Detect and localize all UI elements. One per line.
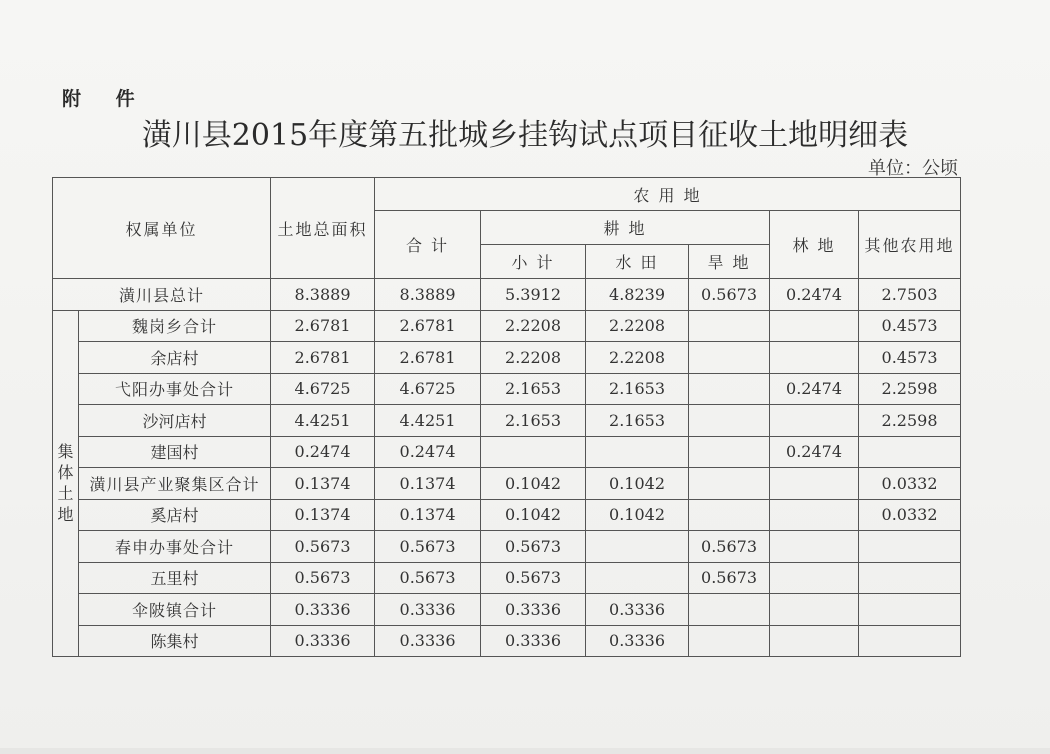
cell-dry: 0.5673: [689, 279, 770, 311]
cell-subtotal-all: 8.3889: [375, 279, 481, 311]
cell-forest: [770, 405, 859, 437]
scan-edge: [0, 748, 1050, 754]
header-cultivated: 耕 地: [481, 211, 770, 245]
cell-cult-subtotal: 2.2208: [481, 310, 586, 342]
cell-other: [859, 594, 961, 626]
row-name: 建国村: [79, 436, 271, 468]
cell-cult-subtotal: [481, 436, 586, 468]
cell-other: 2.2598: [859, 405, 961, 437]
unit-label: 单位：公顷: [868, 158, 958, 179]
cell-paddy: [586, 562, 689, 594]
table-row: [53, 310, 961, 342]
cell-paddy: 0.1042: [586, 499, 689, 531]
cell-dry: [689, 436, 770, 468]
land-detail-table: [52, 177, 961, 657]
cell-paddy: [586, 531, 689, 563]
header-forest: 林 地: [770, 211, 859, 279]
document-title: 潢川县2015年度第五批城乡挂钩试点项目征收土地明细表: [141, 118, 909, 153]
cell-other: [859, 531, 961, 563]
cell-cult-subtotal: 2.1653: [481, 373, 586, 405]
cell-total-area: 0.5673: [271, 562, 375, 594]
cell-other: 0.0332: [859, 468, 961, 500]
cell-cult-subtotal: 0.3336: [481, 594, 586, 626]
cell-paddy: 2.2208: [586, 342, 689, 374]
cell-other: 2.2598: [859, 373, 961, 405]
cell-total-area: 2.6781: [271, 342, 375, 374]
cell-other: 0.4573: [859, 342, 961, 374]
cell-forest: 0.2474: [770, 373, 859, 405]
table-row: [53, 405, 961, 437]
header-other: 其他农用地: [859, 211, 961, 279]
table-row-total: [53, 279, 961, 311]
row-name: 春申办事处合计: [79, 531, 271, 563]
header-subtotal-all: 合 计: [375, 211, 481, 279]
header-dry: 旱 地: [689, 245, 770, 279]
cell-subtotal-all: 0.5673: [375, 531, 481, 563]
cell-total-area: 0.3336: [271, 594, 375, 626]
table-row: [53, 468, 961, 500]
collective-land-label: [53, 310, 79, 657]
cell-subtotal-all: 0.3336: [375, 594, 481, 626]
cell-dry: [689, 405, 770, 437]
table-row: [53, 594, 961, 626]
cell-forest: [770, 594, 859, 626]
cell-subtotal-all: 2.6781: [375, 342, 481, 374]
cell-other: [859, 562, 961, 594]
cell-cult-subtotal: 0.5673: [481, 531, 586, 563]
cell-paddy: 0.3336: [586, 594, 689, 626]
cell-dry: 0.5673: [689, 531, 770, 563]
cell-paddy: [586, 436, 689, 468]
cell-dry: [689, 342, 770, 374]
cell-total-area: 4.4251: [271, 405, 375, 437]
collective-land-char: 地: [57, 505, 74, 525]
cell-cult-subtotal: 0.1042: [481, 499, 586, 531]
cell-cult-subtotal: 2.2208: [481, 342, 586, 374]
cell-subtotal-all: 0.2474: [375, 436, 481, 468]
header-total-area: 土地总面积: [271, 178, 375, 279]
cell-forest: 0.2474: [770, 279, 859, 311]
cell-dry: [689, 310, 770, 342]
table-row: [53, 499, 961, 531]
row-name: 陈集村: [79, 625, 271, 657]
cell-subtotal-all: 0.5673: [375, 562, 481, 594]
cell-forest: [770, 531, 859, 563]
cell-paddy: 4.8239: [586, 279, 689, 311]
cell-dry: [689, 625, 770, 657]
row-name: 伞陂镇合计: [79, 594, 271, 626]
row-name: 余店村: [79, 342, 271, 374]
cell-total-area: 0.2474: [271, 436, 375, 468]
header-paddy: 水 田: [586, 245, 689, 279]
cell-forest: 0.2474: [770, 436, 859, 468]
header-farmland: 农 用 地: [375, 178, 961, 211]
cell-other: 0.4573: [859, 310, 961, 342]
table-row: [53, 531, 961, 563]
row-name: 奚店村: [79, 499, 271, 531]
cell-cult-subtotal: 0.5673: [481, 562, 586, 594]
cell-paddy: 2.2208: [586, 310, 689, 342]
cell-cult-subtotal: 0.1042: [481, 468, 586, 500]
cell-dry: [689, 594, 770, 626]
cell-paddy: 2.1653: [586, 405, 689, 437]
cell-subtotal-all: 0.1374: [375, 468, 481, 500]
row-name: 弋阳办事处合计: [79, 373, 271, 405]
cell-subtotal-all: 4.4251: [375, 405, 481, 437]
row-name: 潢川县总计: [53, 279, 271, 311]
cell-paddy: 0.3336: [586, 625, 689, 657]
cell-cult-subtotal: 2.1653: [481, 405, 586, 437]
cell-dry: [689, 468, 770, 500]
cell-other: 0.0332: [859, 499, 961, 531]
row-name: 潢川县产业聚集区合计: [79, 468, 271, 500]
table-row: [53, 625, 961, 657]
cell-other: [859, 436, 961, 468]
cell-dry: [689, 373, 770, 405]
header-owner: 权属单位: [53, 178, 271, 279]
cell-forest: [770, 342, 859, 374]
attachment-label: 附 件: [62, 88, 149, 110]
collective-land-char: 土: [57, 484, 74, 504]
cell-total-area: 0.5673: [271, 531, 375, 563]
table-row: [53, 562, 961, 594]
cell-forest: [770, 468, 859, 500]
cell-subtotal-all: 2.6781: [375, 310, 481, 342]
table-row: [53, 342, 961, 374]
cell-total-area: 0.1374: [271, 499, 375, 531]
header-cult-subtotal: 小 计: [481, 245, 586, 279]
cell-other: 2.7503: [859, 279, 961, 311]
cell-total-area: 8.3889: [271, 279, 375, 311]
cell-paddy: 0.1042: [586, 468, 689, 500]
cell-subtotal-all: 4.6725: [375, 373, 481, 405]
cell-dry: [689, 499, 770, 531]
collective-land-char: 集: [57, 442, 74, 462]
cell-paddy: 2.1653: [586, 373, 689, 405]
cell-total-area: 0.1374: [271, 468, 375, 500]
cell-cult-subtotal: 5.3912: [481, 279, 586, 311]
cell-dry: 0.5673: [689, 562, 770, 594]
cell-subtotal-all: 0.3336: [375, 625, 481, 657]
cell-forest: [770, 499, 859, 531]
table-row: [53, 373, 961, 405]
cell-other: [859, 625, 961, 657]
cell-subtotal-all: 0.1374: [375, 499, 481, 531]
collective-land-char: 体: [57, 463, 74, 483]
cell-total-area: 2.6781: [271, 310, 375, 342]
table-row: [53, 436, 961, 468]
cell-total-area: 0.3336: [271, 625, 375, 657]
cell-forest: [770, 625, 859, 657]
cell-total-area: 4.6725: [271, 373, 375, 405]
row-name: 五里村: [79, 562, 271, 594]
row-name: 魏岗乡合计: [79, 310, 271, 342]
cell-cult-subtotal: 0.3336: [481, 625, 586, 657]
cell-forest: [770, 562, 859, 594]
cell-forest: [770, 310, 859, 342]
row-name: 沙河店村: [79, 405, 271, 437]
